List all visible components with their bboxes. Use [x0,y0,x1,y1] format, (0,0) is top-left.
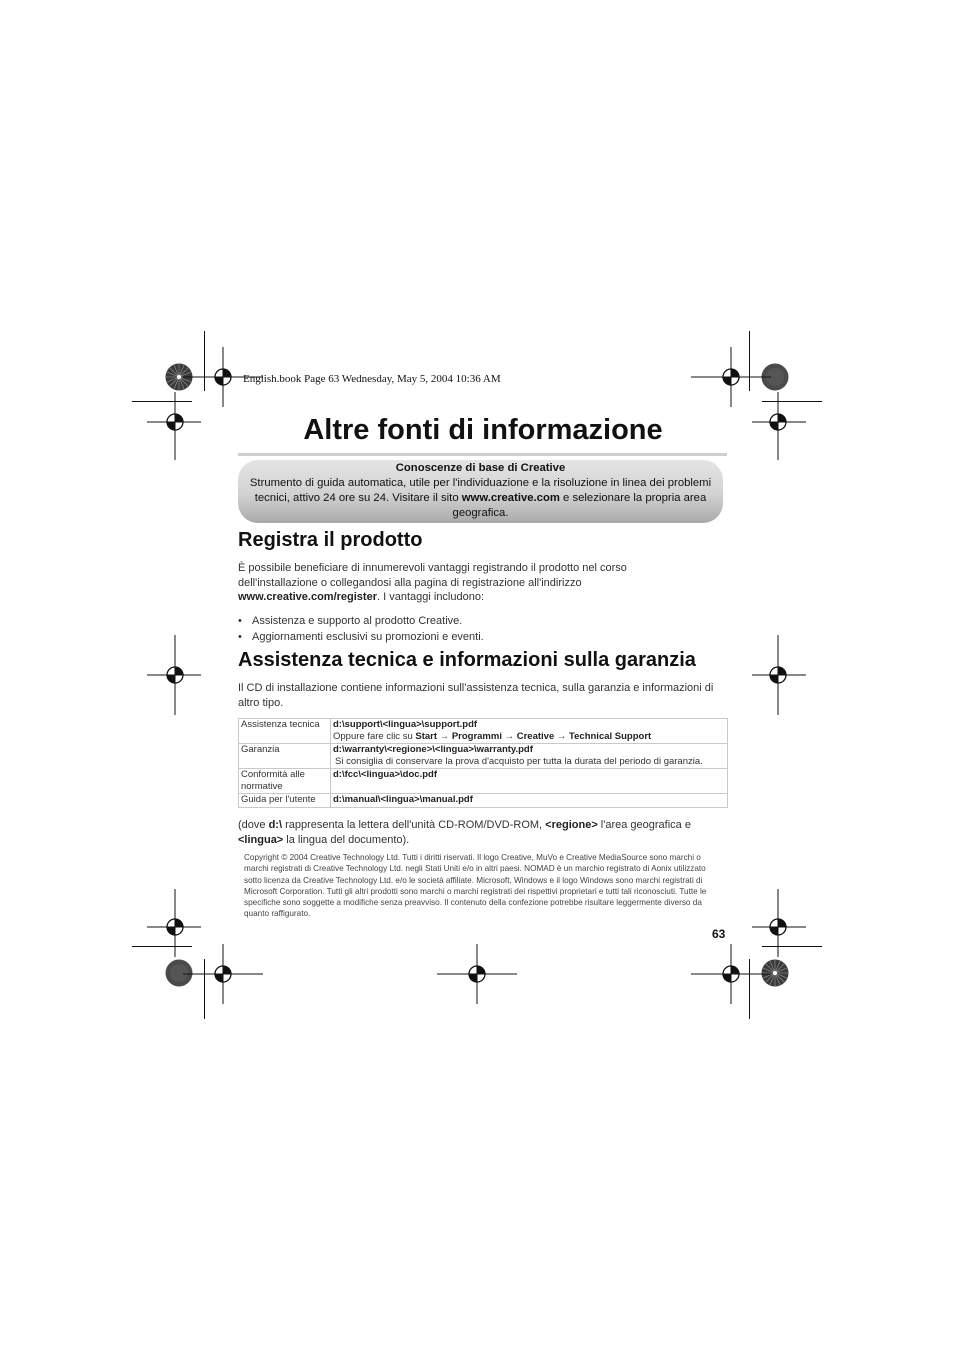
table-row [239,794,728,808]
footnote-language: <lingua> [238,833,284,846]
knowledge-base-text-start: Strumento di guida automatica, utile per l'individuazione e la risoluzione in linea dei problemi tecnici, attivo 24 ore su 24. Visitare il sito [249,477,712,504]
knowledge-base-text [244,476,717,521]
menu-programs: Programmi [451,730,502,742]
row-value [331,769,728,794]
arrow-icon: → [556,730,567,742]
footnote-text: rappresenta la lettera dell'unità CD-ROM/DVD-ROM, [282,819,546,831]
footnote-text: (dove [238,819,269,831]
list-item: • Assistenza e supporto al prodotto Creative. [238,613,718,629]
footnote-text: l'area geografica e [597,819,691,831]
footnote-region: <regione> [545,819,598,831]
menu-path [333,731,725,743]
register-heading: Registra il prodotto [238,529,423,551]
file-path: d:\fcc\<lingua>\doc.pdf [333,769,437,780]
registration-target-icon [752,635,806,715]
file-path: d:\manual\<lingua>\manual.pdf [333,794,473,805]
register-text-end: . I vantaggi includono: [377,591,485,603]
register-text-start: È possibile beneficiare di innumerevoli vantaggi registrando il prodotto nel corso dell'installazione o collegandosi alla pagina di registrazione all'indirizzo [238,562,627,589]
print-header-line: English.book Page 63 Wednesday, May 5, 2004 10:36 AM [243,373,501,385]
title-underline [238,453,727,456]
footnote-drive: d:\ [268,819,283,831]
file-path: d:\support\<lingua>\support.pdf [333,719,478,730]
menu-creative: Creative [516,730,555,742]
file-path: d:\warranty\<regione>\<lingua>\warranty.pdf [333,744,533,755]
registration-target-icon [183,944,263,1004]
table-row [239,744,728,769]
row-value [331,719,728,744]
row-label: Guida per l'utente [239,794,331,808]
footnote-text: la lingua del documento). [283,833,410,846]
menu-start: Start [415,730,438,742]
creative-website-link[interactable]: www.creative.com [461,492,560,504]
registration-target-icon [147,635,201,715]
menu-path-prefix: Oppure fare clic su [333,730,416,742]
knowledge-base-box [238,460,723,523]
cd-contents-table [238,718,728,808]
knowledge-base-text-end: e selezionare la propria area geografica. [452,492,707,519]
benefits-list [238,613,718,645]
row-label: Conformità alle normative [239,769,331,794]
register-paragraph [238,561,678,605]
support-intro: Il CD di installazione contiene informazioni sull'assistenza tecnica, sulla garanzia e informazioni di altro tipo. [238,682,714,709]
menu-technical-support: Technical Support [569,730,652,742]
arrow-icon: → [439,730,450,742]
registration-target-icon [147,392,201,460]
registration-target-icon [437,944,517,1004]
registration-target-icon [691,944,771,1004]
path-explanation [238,818,728,847]
row-value [331,794,728,808]
row-label: Garanzia [239,744,331,769]
registration-target-icon [752,392,806,460]
row-label: Assistenza tecnica [239,719,331,744]
row-note: Si consiglia di conservare la prova d'acquisto per tutta la durata del periodo di garanzia. [335,755,703,767]
copyright-notice: Copyright © 2004 Creative Technology Ltd. Tutti i diritti riservati. Il logo Creative, MuVo e Creative MediaSource sono marchi o marchi registrati di Creative Technology Ltd. negli Stati Uniti e/o in altri paesi. NOMAD è un marchio registrato di Aonix utilizzato sotto licenza da Creative Technology Ltd. e/o le società affiliate. Microsoft, Windows e il logo Windows sono marchi registrati di Microsoft Corporation. Tutti gli altri prodotti sono marchi o marchi registrati dei rispettivi proprietari e tutti tali riconosciuti. Tutte le specifiche sono soggette a modifiche senza preavviso. Il contenuto della confezione potrebbe risultare leggermente diverso da quanto raffigurato. [244,853,707,919]
row-value [331,744,728,769]
table-row [239,719,728,744]
list-item: • Aggiornamenti esclusivi su promozioni e eventi. [238,629,718,645]
page-title: Altre fonti di informazione [303,414,663,446]
register-link[interactable]: www.creative.com/register [238,591,377,603]
arrow-icon: → [504,730,515,742]
page-number: 63 [712,927,726,941]
knowledge-base-title: Conoscenze di base di Creative [395,462,566,474]
support-heading: Assistenza tecnica e informazioni sulla garanzia [238,649,696,671]
table-row [239,769,728,794]
